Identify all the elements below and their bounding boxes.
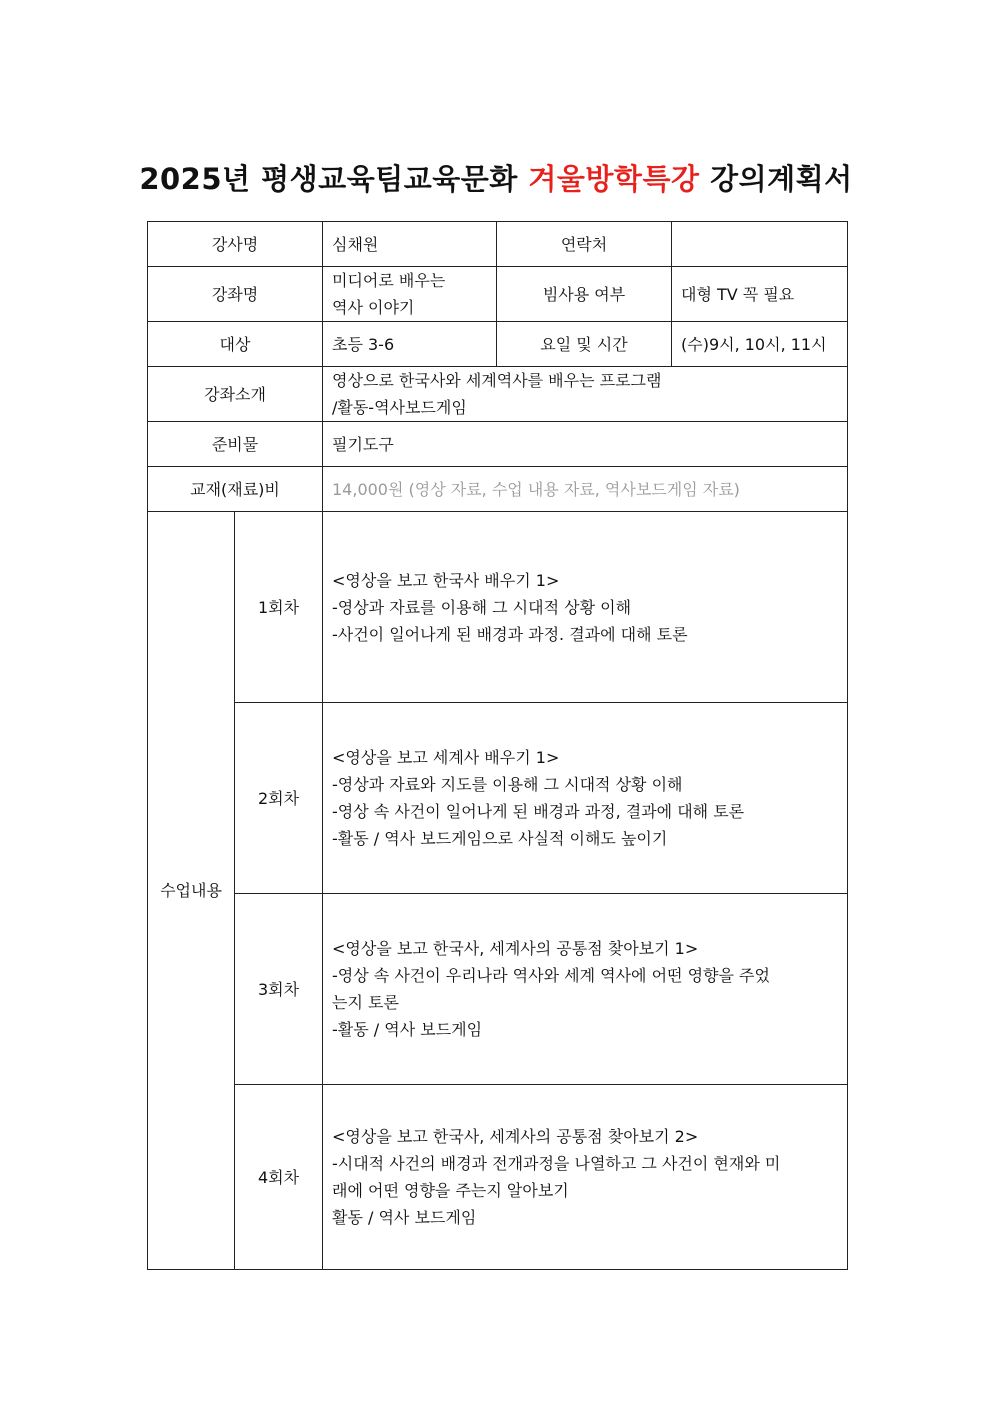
session-3-line: 는지 토론 (332, 993, 399, 1012)
row-session-2 (148, 703, 848, 894)
label-materials: 준비물 (148, 422, 323, 467)
label-target: 대상 (148, 322, 323, 367)
session-2-line: -영상 속 사건이 일어나게 된 배경과 과정, 결과에 대해 토론 (332, 802, 745, 821)
course-line-2: 역사 이야기 (332, 298, 415, 317)
session-3-line: -영상 속 사건이 우리나라 역사와 세계 역사에 어떤 영향을 주었 (332, 966, 770, 985)
label-course: 강좌명 (148, 267, 323, 322)
value-fee: 14,000원 (영상 자료, 수업 내용 자료, 역사보드게임 자료) (323, 467, 848, 512)
label-intro: 강좌소개 (148, 367, 323, 422)
session-4-line: 래에 어떤 영향을 주는지 알아보기 (332, 1181, 569, 1200)
row-fee (148, 467, 848, 512)
label-projector: 빔사용 여부 (497, 267, 672, 322)
label-fee: 교재(재료)비 (148, 467, 323, 512)
session-3-line: <영상을 보고 한국사, 세계사의 공통점 찾아보기 1> (332, 939, 699, 958)
row-session-4 (148, 1085, 848, 1270)
intro-line-2: /활동-역사보드게임 (332, 398, 467, 417)
label-instructor: 강사명 (148, 222, 323, 267)
row-intro (148, 367, 848, 422)
session-4-line: -시대적 사건의 배경과 전개과정을 나열하고 그 사건이 현재와 미 (332, 1154, 781, 1173)
row-instructor (148, 222, 848, 267)
intro-line-1: 영상으로 한국사와 세계역사를 배우는 프로그램 (332, 371, 662, 390)
title-suffix: 강의계획서 (710, 162, 853, 196)
value-materials: 필기도구 (323, 422, 848, 467)
session-2-content (323, 703, 848, 894)
row-materials (148, 422, 848, 467)
row-session-1 (148, 512, 848, 703)
session-2-line: -활동 / 역사 보드게임으로 사실적 이해도 높이기 (332, 829, 668, 848)
session-3-label: 3회차 (235, 894, 323, 1085)
session-2-label: 2회차 (235, 703, 323, 894)
session-1-line: -영상과 자료를 이용해 그 시대적 상황 이해 (332, 597, 632, 617)
row-target (148, 322, 848, 367)
value-instructor: 심채원 (323, 222, 497, 267)
session-4-line: 활동 / 역사 보드게임 (332, 1208, 477, 1227)
session-3-line: -활동 / 역사 보드게임 (332, 1020, 483, 1039)
value-course (323, 267, 497, 322)
row-course (148, 267, 848, 322)
row-session-3 (148, 894, 848, 1085)
session-2-line: <영상을 보고 세계사 배우기 1> (332, 748, 560, 767)
document-title (0, 157, 992, 198)
title-prefix: 2025년 평생교육팀교육문화 (139, 162, 518, 196)
value-target: 초등 3-6 (323, 322, 497, 367)
session-1-line: <영상을 보고 한국사 배우기 1> (332, 570, 560, 590)
session-1-line: -사건이 일어나게 된 배경과 과정. 결과에 대해 토론 (332, 624, 688, 644)
label-schedule: 요일 및 시간 (497, 322, 672, 367)
session-1-label: 1회차 (235, 512, 323, 703)
value-intro (323, 367, 848, 422)
session-1-content (323, 512, 848, 703)
session-4-line: <영상을 보고 한국사, 세계사의 공통점 찾아보기 2> (332, 1127, 699, 1146)
session-4-content (323, 1085, 848, 1270)
course-line-1: 미디어로 배우는 (332, 271, 446, 290)
title-accent: 겨울방학특강 (528, 162, 700, 196)
value-contact (672, 222, 848, 267)
label-contents: 수업내용 (148, 512, 235, 1270)
session-3-content (323, 894, 848, 1085)
lecture-plan-table (147, 221, 848, 1270)
value-schedule: (수)9시, 10시, 11시 (672, 322, 848, 367)
session-4-label: 4회차 (235, 1085, 323, 1270)
value-projector: 대형 TV 꼭 필요 (672, 267, 848, 322)
session-2-line: -영상과 자료와 지도를 이용해 그 시대적 상황 이해 (332, 775, 683, 794)
label-contact: 연락처 (497, 222, 672, 267)
